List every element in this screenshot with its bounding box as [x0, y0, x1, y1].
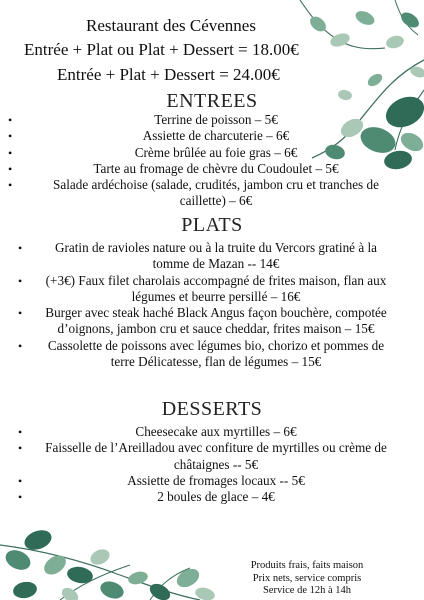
list-item: • Tarte au fromage de chèvre du Coudoulet – 5€ [8, 160, 339, 176]
bullet-icon: • [18, 273, 23, 288]
list-item: • Gratin de ravioles nature ou à la truite du Vercors gratiné à la tomme de Mazan -- 14€ [18, 240, 377, 272]
bullet-icon: • [18, 306, 23, 321]
footer-notes [232, 560, 382, 598]
formula-entree-plat-or-plat-dessert: Entrée + Plat ou Plat + Dessert = 18.00€ [24, 40, 299, 59]
list-item: • 2 boules de glace – 4€ [18, 489, 275, 505]
plats-heading: PLATS [181, 214, 243, 236]
bullet-icon: • [8, 178, 13, 193]
footer-fresh-products: Produits frais, faits maison [250, 560, 364, 571]
list-item: • (+3€) Faux filet charolais accompagné de frites maison, flan aux légumes et beurre persillé – 16€ [18, 272, 387, 304]
plats-list [18, 240, 392, 370]
list-item: • Assiette de fromages locaux -- 5€ [18, 472, 305, 488]
list-item: • Assiette de charcuterie – 6€ [8, 128, 290, 144]
footer-prices: Prix nets, service compris [252, 572, 362, 584]
list-item: • Crème brûlée au foie gras – 6€ [8, 144, 298, 160]
bullet-icon: • [18, 241, 23, 255]
bullet-icon: • [18, 338, 23, 353]
bullet-icon: • [18, 425, 23, 439]
list-item: • Cheesecake aux myrtilles – 6€ [18, 424, 297, 439]
list-item: • Burger avec steak haché Black Angus façon bouchère, compotée d’oignons, jambon cru et sauce cheddar, frites maison – 15€ [18, 305, 387, 337]
bullet-icon: • [8, 129, 13, 144]
bullet-icon: • [18, 441, 23, 456]
bullet-icon: • [8, 113, 13, 127]
bullet-icon: • [8, 161, 13, 176]
entrees-heading: ENTREES [166, 90, 258, 112]
desserts-list [18, 424, 392, 505]
entrees-list [8, 112, 402, 210]
list-item: • Cassolette de poissons avec légumes bio, chorizo et pommes de terre Délicatesse, flan de légumes – 15€ [18, 337, 385, 370]
bullet-icon: • [18, 473, 23, 488]
footer-service-hours: Service de 12h à 14h [262, 585, 352, 596]
list-item: • Terrine de poisson – 5€ [8, 112, 278, 127]
desserts-heading: DESSERTS [161, 398, 263, 420]
formula-entree-plat-dessert: Entrée + Plat + Dessert = 24.00€ [57, 65, 280, 84]
restaurant-name: Restaurant des Cévennes [86, 16, 256, 35]
list-item: • Salade ardéchoise (salade, crudités, jambon cru et tranches de caillette) – 6€ [8, 177, 379, 209]
bullet-icon: • [8, 145, 13, 160]
list-item: • Faisselle de l’Areilladou avec confiture de myrtilles ou crème de châtaignes -- 5€ [18, 440, 387, 472]
bullet-icon: • [18, 490, 23, 505]
